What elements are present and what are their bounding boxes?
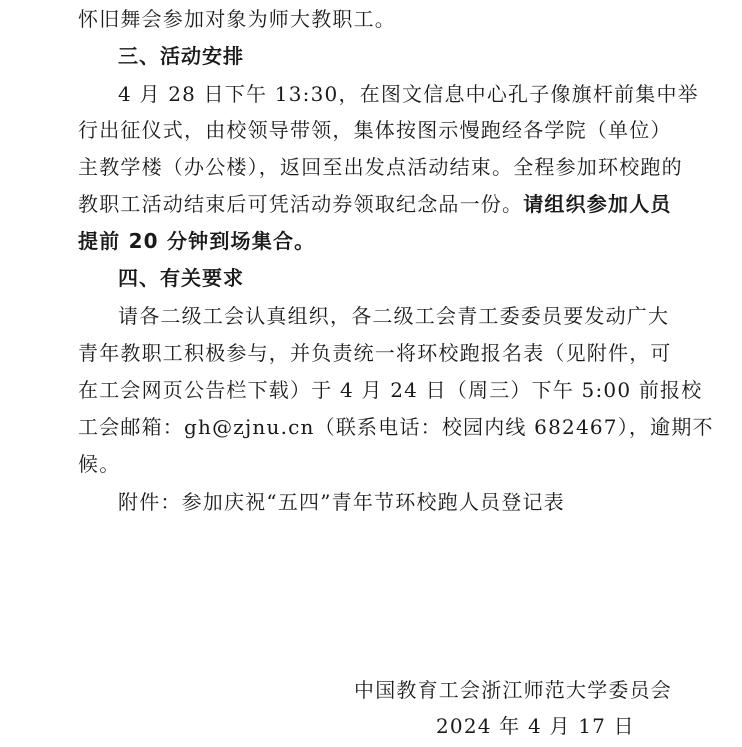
paragraph-line: 候。 <box>78 452 121 476</box>
paragraph-line: 怀旧舞会参加对象为师大教职工。 <box>78 7 396 31</box>
section-heading-requirements: 四、有关要求 <box>118 266 244 290</box>
paragraph-text: 教职工活动结束后可凭活动券领取纪念品一份。 <box>78 192 524 216</box>
paragraph-line: 在工会网页公告栏下载）于 4 月 24 日（周三）下午 5:00 前报校 <box>78 378 703 402</box>
paragraph-line: 青年教职工积极参与，并负责统一将环校跑报名表（见附件，可 <box>78 341 672 365</box>
bold-notice: 请组织参加人员 <box>523 192 672 216</box>
paragraph-line: 请各二级工会认真组织，各二级工会青工委委员要发动广大 <box>118 304 670 328</box>
bold-notice-continued: 提前 20 分钟到场集合。 <box>78 229 316 253</box>
paragraph-line: 工会邮箱：gh@zjnu.cn（联系电话：校园内线 682467），逾期不 <box>78 415 714 439</box>
paragraph-line: 4 月 28 日下午 13:30，在图文信息中心孔子像旗杆前集中举 <box>118 82 699 106</box>
paragraph-line <box>78 190 672 218</box>
signature-organization: 中国教育工会浙江师范大学委员会 <box>354 678 672 702</box>
signature-date: 2024 年 4 月 17 日 <box>436 714 635 738</box>
section-heading-activity-schedule: 三、活动安排 <box>118 44 244 68</box>
attachment-note: 附件：参加庆祝“五四”青年节环校跑人员登记表 <box>118 490 565 514</box>
paragraph-line: 行出征仪式，由校领导带领，集体按图示慢跑经各学院（单位） <box>78 118 672 142</box>
paragraph-line: 主教学楼（办公楼），返回至出发点活动结束。全程参加环校跑的 <box>78 155 683 179</box>
